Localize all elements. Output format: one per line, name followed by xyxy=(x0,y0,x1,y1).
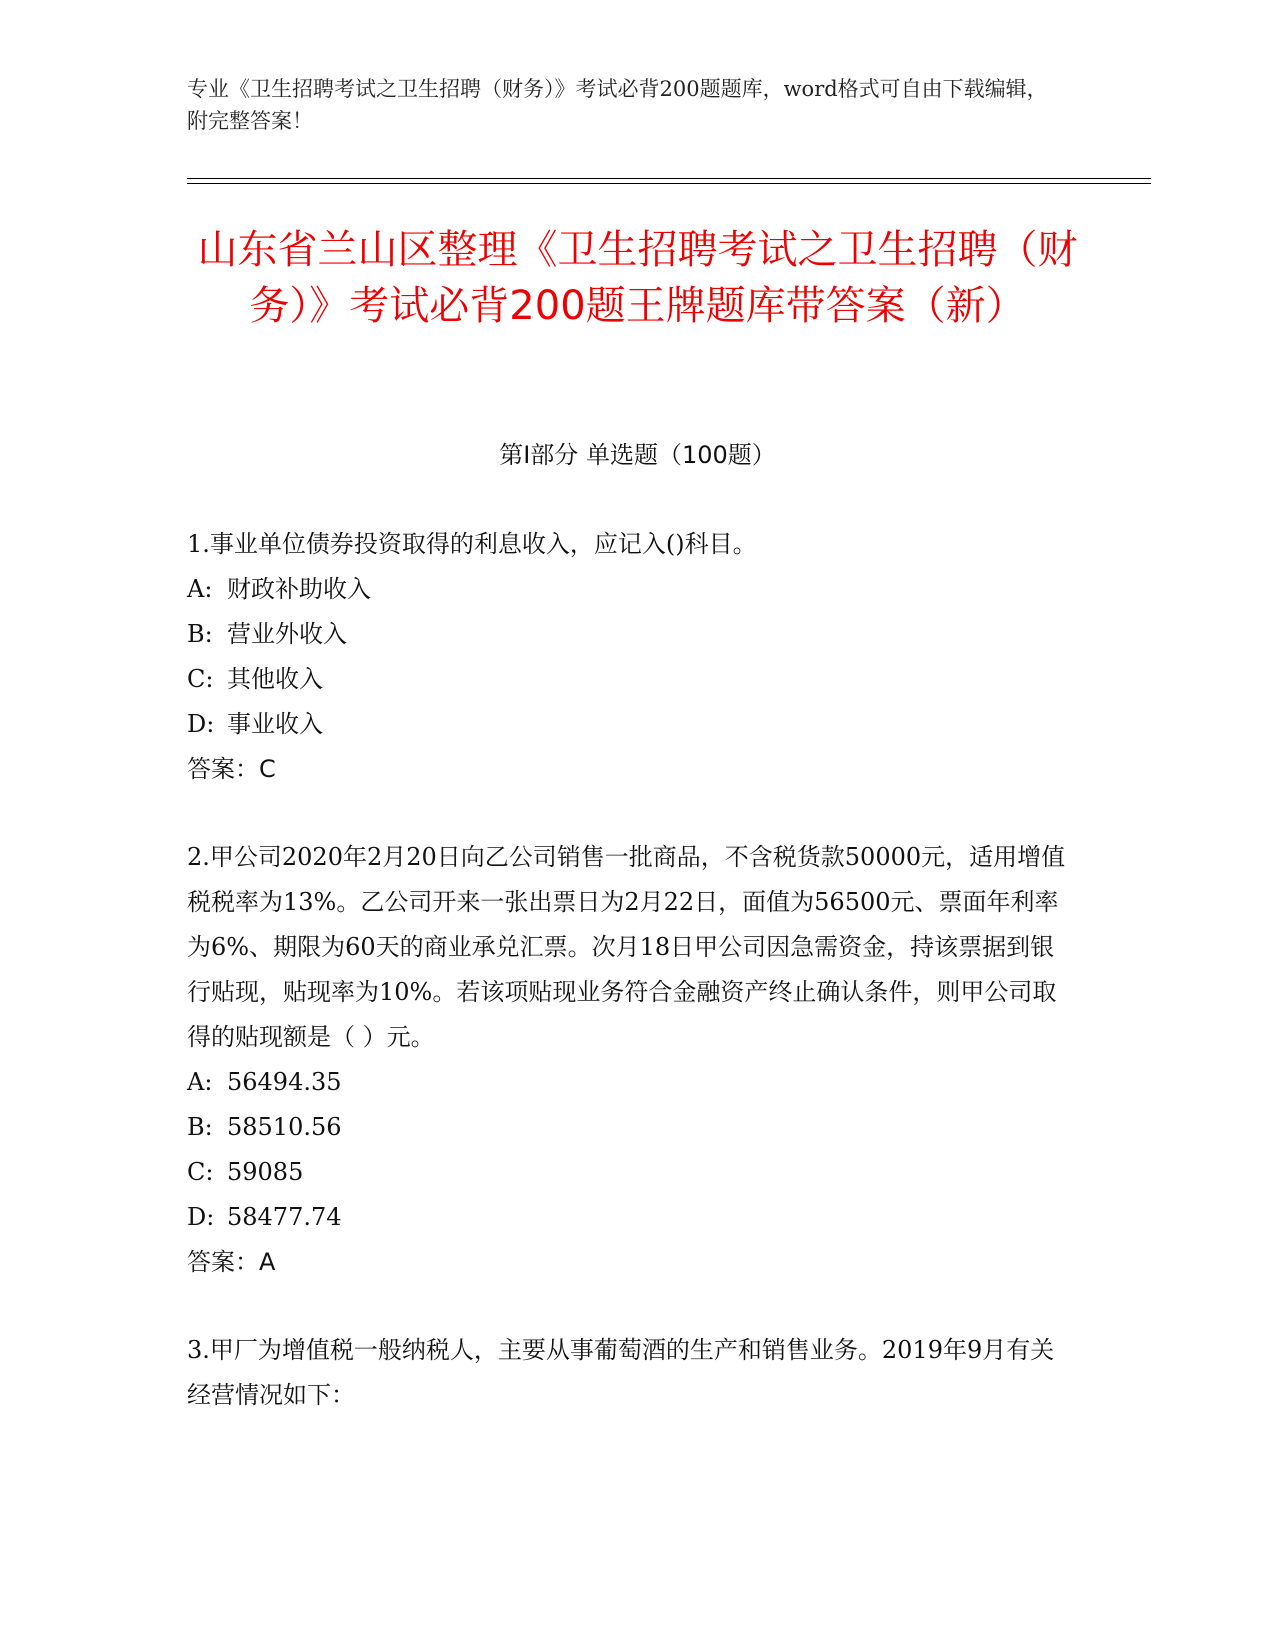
answer-label: 答案： xyxy=(187,755,259,783)
option-text: 59085 xyxy=(227,1158,304,1186)
option-key: D: xyxy=(187,710,215,738)
question-1 xyxy=(187,522,1077,792)
option-c xyxy=(187,1150,1077,1195)
question-stem: 3.甲厂为增值税一般纳税人，主要从事葡萄酒的生产和销售业务。2019年9月有关经营情况如下： xyxy=(187,1336,1055,1409)
answer-value: C xyxy=(259,755,276,783)
option-d xyxy=(187,702,1077,747)
option-c xyxy=(187,657,1077,702)
option-key: B: xyxy=(187,1113,213,1141)
header-note: 专业《卫生招聘考试之卫生招聘（财务）》考试必背200题题库，word格式可自由下载编辑，附完整答案！ xyxy=(187,77,1048,133)
question-stem: 2.甲公司2020年2月20日向乙公司销售一批商品，不含税货款50000元，适用增值税税率为13%。乙公司开来一张出票日为2月22日，面值为56500元、票面年利率为6%、期限为60天的商业承兑汇票。次月18日甲公司因急需资金，持该票据到银行贴现，贴现率为10%。若该项贴现业务符合金融资产终止确认条件，则甲公司取得的贴现额是（ ）元。 xyxy=(187,843,1066,1051)
option-key: C: xyxy=(187,665,214,693)
document-title: 山东省兰山区整理《卫生招聘考试之卫生招聘（财务）》考试必背200题王牌题库带答案（新） xyxy=(197,227,1078,329)
option-key: B: xyxy=(187,620,213,648)
option-d xyxy=(187,1195,1077,1240)
option-key: A: xyxy=(187,575,213,603)
header-rule-bottom xyxy=(187,183,1151,184)
answer-line xyxy=(187,1240,1077,1285)
answer-line xyxy=(187,747,1077,792)
question-2 xyxy=(187,835,1077,1285)
option-a xyxy=(187,1060,1077,1105)
question-list xyxy=(187,522,1077,1461)
answer-value: A xyxy=(259,1248,276,1276)
option-text: 事业收入 xyxy=(227,710,323,738)
option-b xyxy=(187,1105,1077,1150)
option-text: 56494.35 xyxy=(227,1068,342,1096)
option-key: D: xyxy=(187,1203,215,1231)
section-heading: 第I部分 单选题（100题） xyxy=(499,441,776,469)
header-rule-top xyxy=(187,178,1151,179)
option-a xyxy=(187,567,1077,612)
question-3 xyxy=(187,1328,1077,1418)
option-key: A: xyxy=(187,1068,213,1096)
option-text: 58510.56 xyxy=(227,1113,342,1141)
option-b xyxy=(187,612,1077,657)
option-text: 财政补助收入 xyxy=(227,575,371,603)
option-text: 其他收入 xyxy=(227,665,323,693)
option-text: 58477.74 xyxy=(227,1203,342,1231)
question-stem: 1.事业单位债券投资取得的利息收入，应记入()科目。 xyxy=(187,530,757,558)
option-text: 营业外收入 xyxy=(227,620,347,648)
option-key: C: xyxy=(187,1158,214,1186)
answer-label: 答案： xyxy=(187,1248,259,1276)
